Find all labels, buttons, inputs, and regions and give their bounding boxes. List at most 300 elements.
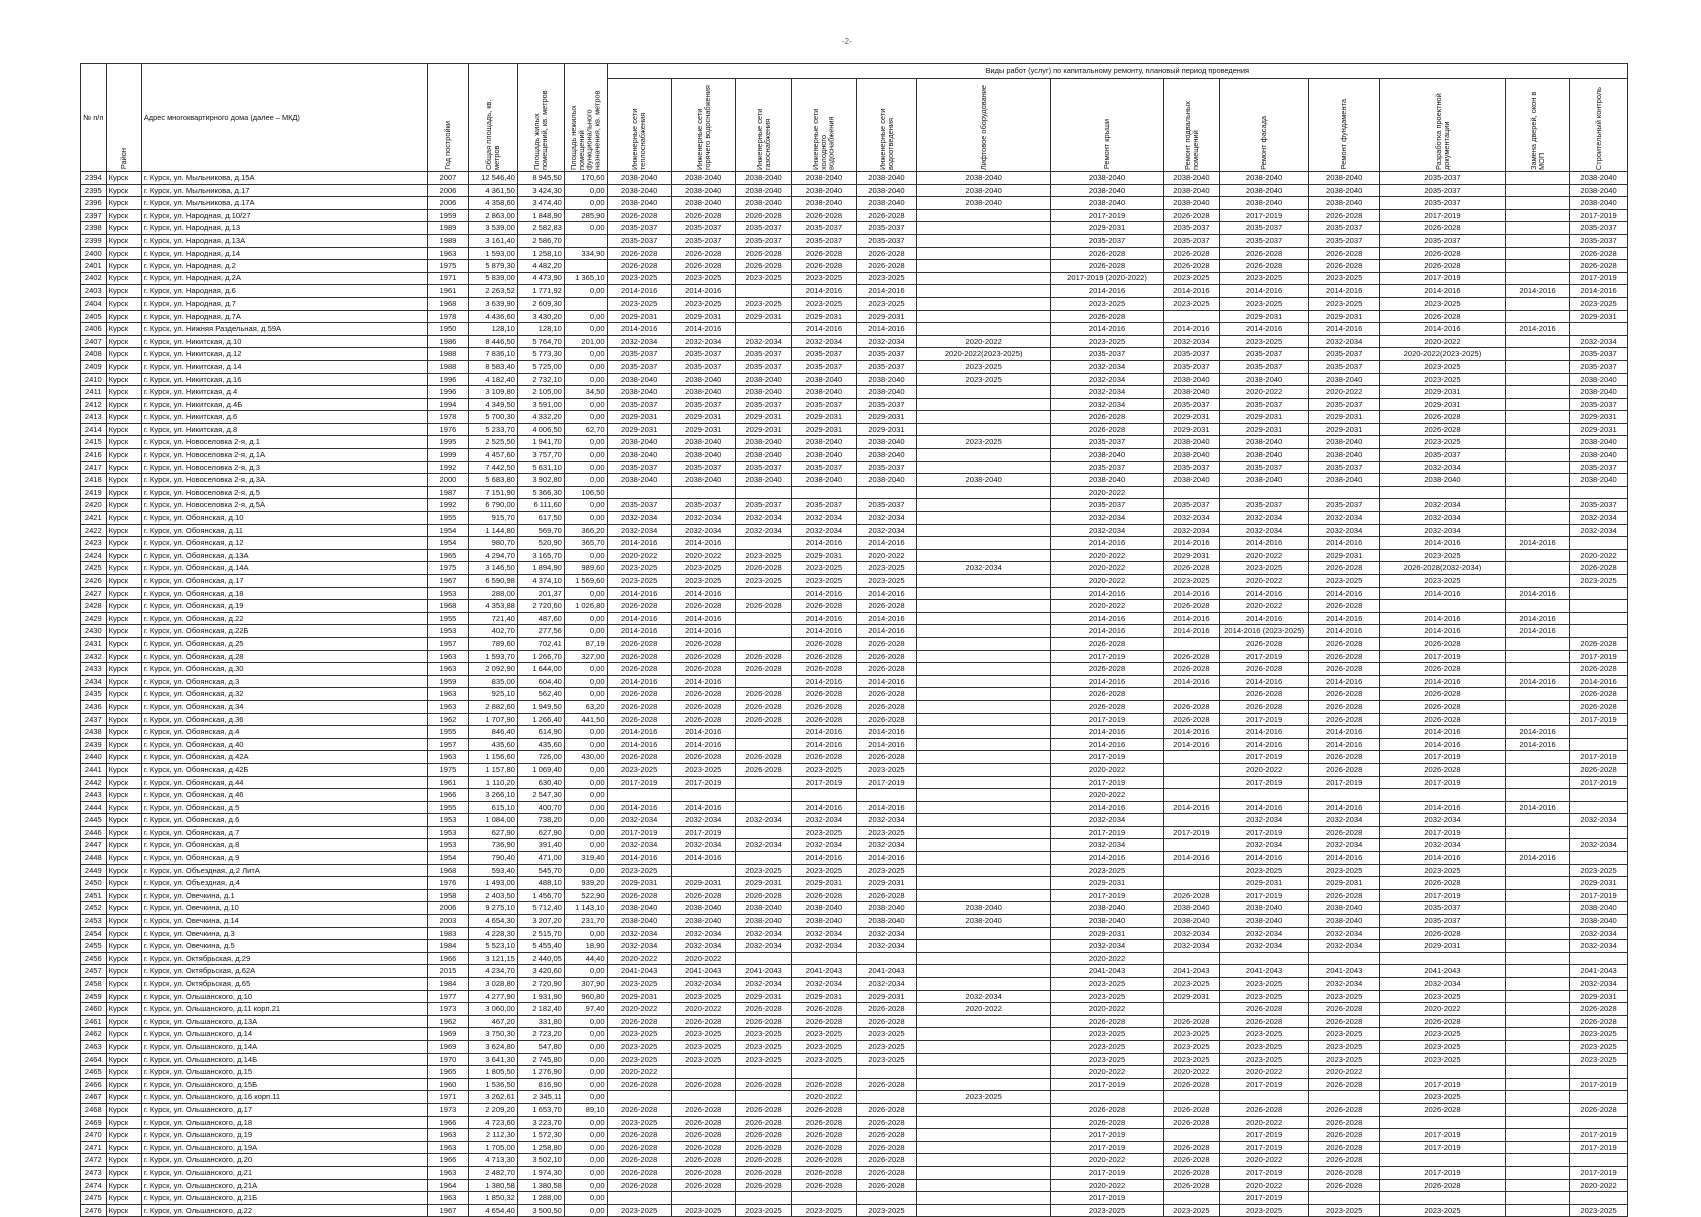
- heat-network-cell: 2017-2019: [607, 776, 671, 789]
- hot-water-network-cell: 2029-2031: [671, 877, 735, 890]
- doors-windows-cell: [1506, 423, 1570, 436]
- cold-water-network-cell: 2026-2028: [792, 1103, 856, 1116]
- nonliving-area-cell: 0,00: [564, 625, 607, 638]
- hot-water-network-cell: 2014-2016: [671, 285, 735, 298]
- doors-windows-cell: [1506, 965, 1570, 978]
- facade-repair-cell: 2023-2025: [1219, 335, 1309, 348]
- gas-network-cell: 2026-2028: [735, 650, 792, 663]
- gas-network-cell: 2038-2040: [735, 915, 792, 928]
- design-docs-cell: 2035-2037: [1379, 449, 1505, 462]
- cold-water-network-cell: 2023-2025: [792, 1204, 856, 1217]
- living-area-cell: 3 502,10: [517, 1154, 564, 1167]
- elevator-cell: [917, 927, 1051, 940]
- doors-windows-cell: [1506, 889, 1570, 902]
- row-number-cell: 2395: [81, 184, 107, 197]
- district-cell: Курск: [106, 738, 141, 751]
- living-area-cell: 1 258,10: [517, 247, 564, 260]
- year-built-cell: 1976: [428, 423, 469, 436]
- basement-repair-cell: 2014-2016: [1164, 852, 1220, 865]
- facade-repair-cell: 2038-2040: [1219, 902, 1309, 915]
- address-cell: г. Курск, ул. Обоянская, д.46: [141, 789, 427, 802]
- sewer-network-cell: 2023-2025: [856, 1053, 917, 1066]
- facade-repair-cell: 2038-2040: [1219, 449, 1309, 462]
- total-area-cell: 3 266,10: [468, 789, 517, 802]
- foundation-repair-cell: 2026-2028: [1309, 562, 1380, 575]
- facade-repair-cell: 2038-2040: [1219, 373, 1309, 386]
- sewer-network-cell: 2032-2034: [856, 978, 917, 991]
- row-number-cell: 2416: [81, 449, 107, 462]
- total-area-cell: 8 583,40: [468, 360, 517, 373]
- hot-water-network-cell: 2020-2022: [671, 549, 735, 562]
- cold-water-network-cell: 2032-2034: [792, 927, 856, 940]
- gas-network-cell: 2032-2034: [735, 839, 792, 852]
- foundation-repair-cell: 2038-2040: [1309, 197, 1380, 210]
- sewer-network-cell: 2026-2028: [856, 1141, 917, 1154]
- design-docs-cell: 2026-2028: [1379, 877, 1505, 890]
- gas-network-cell: 2026-2028: [735, 663, 792, 676]
- district-cell: Курск: [106, 1053, 141, 1066]
- facade-repair-cell: 2023-2025: [1219, 272, 1309, 285]
- facade-repair-cell: [1219, 952, 1309, 965]
- design-docs-cell: 2023-2025: [1379, 1091, 1505, 1104]
- table-row: [81, 952, 1628, 965]
- hot-water-network-cell: 2014-2016: [671, 738, 735, 751]
- foundation-repair-cell: 2023-2025: [1309, 864, 1380, 877]
- heat-network-cell: 2014-2016: [607, 323, 671, 336]
- year-built-cell: 1994: [428, 398, 469, 411]
- living-area-cell: 1 276,90: [517, 1066, 564, 1079]
- address-cell: г. Курск, ул. Ольшанского, д.19А: [141, 1141, 427, 1154]
- basement-repair-cell: 2026-2028: [1164, 700, 1220, 713]
- living-area-cell: 277,56: [517, 625, 564, 638]
- cold-water-network-cell: 2032-2034: [792, 335, 856, 348]
- table-row: [81, 864, 1628, 877]
- sewer-network-cell: 2014-2016: [856, 612, 917, 625]
- table-row: [81, 826, 1628, 839]
- facade-repair-cell: 2014-2016 (2023-2025): [1219, 625, 1309, 638]
- year-built-cell: 1996: [428, 373, 469, 386]
- year-built-cell: 1962: [428, 1015, 469, 1028]
- table-row: [81, 763, 1628, 776]
- heat-network-cell: 2038-2040: [607, 436, 671, 449]
- gas-network-cell: 2032-2034: [735, 524, 792, 537]
- sewer-network-cell: 2026-2028: [856, 650, 917, 663]
- doors-windows-cell: [1506, 713, 1570, 726]
- living-area-cell: 1 380,58: [517, 1179, 564, 1192]
- total-area-cell: 7 442,50: [468, 461, 517, 474]
- address-cell: г. Курск, ул. Овечкина, д.3: [141, 927, 427, 940]
- district-cell: Курск: [106, 260, 141, 273]
- design-docs-cell: 2017-2019: [1379, 1166, 1505, 1179]
- table-row: [81, 360, 1628, 373]
- doors-windows-cell: [1506, 272, 1570, 285]
- address-cell: г. Курск, ул. Мыльникова, д.17А: [141, 197, 427, 210]
- roof-repair-cell: 2023-2025: [1050, 1053, 1163, 1066]
- gas-network-cell: 2029-2031: [735, 310, 792, 323]
- gas-network-cell: 2026-2028: [735, 260, 792, 273]
- total-area-cell: 1 705,00: [468, 1141, 517, 1154]
- year-built-cell: 1963: [428, 1129, 469, 1142]
- year-built-cell: 1965: [428, 549, 469, 562]
- total-area-cell: 4 353,88: [468, 600, 517, 613]
- hot-water-network-cell: 2032-2034: [671, 940, 735, 953]
- construction-control-cell: 2041-2043: [1570, 965, 1628, 978]
- design-docs-cell: 2026-2028: [1379, 1179, 1505, 1192]
- row-number-cell: 2403: [81, 285, 107, 298]
- doors-windows-cell: [1506, 877, 1570, 890]
- basement-repair-cell: [1164, 1192, 1220, 1205]
- col-foundation-header: Ремонт фундамента: [1309, 79, 1380, 172]
- row-number-cell: 2462: [81, 1028, 107, 1041]
- gas-network-cell: 2023-2025: [735, 297, 792, 310]
- basement-repair-cell: 2026-2028: [1164, 209, 1220, 222]
- construction-control-cell: 2029-2031: [1570, 411, 1628, 424]
- row-number-cell: 2405: [81, 310, 107, 323]
- facade-repair-cell: 2023-2025: [1219, 1053, 1309, 1066]
- gas-network-cell: 2035-2037: [735, 360, 792, 373]
- elevator-cell: [917, 297, 1051, 310]
- table-row: [81, 499, 1628, 512]
- row-number-cell: 2451: [81, 889, 107, 902]
- design-docs-cell: 2029-2031: [1379, 940, 1505, 953]
- cold-water-network-cell: 2023-2025: [792, 826, 856, 839]
- foundation-repair-cell: 2014-2016: [1309, 587, 1380, 600]
- nonliving-area-cell: 989,60: [564, 562, 607, 575]
- total-area-cell: 2 882,60: [468, 700, 517, 713]
- construction-control-cell: [1570, 852, 1628, 865]
- living-area-cell: 3 430,20: [517, 310, 564, 323]
- hot-water-network-cell: 2038-2040: [671, 184, 735, 197]
- construction-control-cell: 2026-2028: [1570, 688, 1628, 701]
- basement-repair-cell: 2038-2040: [1164, 373, 1220, 386]
- district-cell: Курск: [106, 1179, 141, 1192]
- address-cell: г. Курск, ул. Обоянская, д.11: [141, 524, 427, 537]
- total-area-cell: 4 457,60: [468, 449, 517, 462]
- construction-control-cell: 2035-2037: [1570, 360, 1628, 373]
- row-number-cell: 2460: [81, 1003, 107, 1016]
- doors-windows-cell: 2014-2016: [1506, 726, 1570, 739]
- row-number-cell: 2471: [81, 1141, 107, 1154]
- table-row: [81, 184, 1628, 197]
- sewer-network-cell: 2029-2031: [856, 411, 917, 424]
- district-cell: Курск: [106, 197, 141, 210]
- row-number-cell: 2442: [81, 776, 107, 789]
- heat-network-cell: 2026-2028: [607, 1179, 671, 1192]
- total-area-cell: 593,40: [468, 864, 517, 877]
- address-cell: г. Курск, ул. Ольшанского, д.14Б: [141, 1053, 427, 1066]
- table-row: [81, 297, 1628, 310]
- roof-repair-cell: 2017-2019: [1050, 1129, 1163, 1142]
- design-docs-cell: 2026-2028: [1379, 688, 1505, 701]
- foundation-repair-cell: 2023-2025: [1309, 1204, 1380, 1217]
- facade-repair-cell: 2014-2016: [1219, 285, 1309, 298]
- hot-water-network-cell: 2026-2028: [671, 650, 735, 663]
- roof-repair-cell: 2017-2019: [1050, 1141, 1163, 1154]
- row-number-cell: 2428: [81, 600, 107, 613]
- basement-repair-cell: 2026-2028: [1164, 713, 1220, 726]
- heat-network-cell: 2026-2028: [607, 713, 671, 726]
- sewer-network-cell: 2026-2028: [856, 247, 917, 260]
- hot-water-network-cell: 2014-2016: [671, 726, 735, 739]
- elevator-cell: [917, 1166, 1051, 1179]
- nonliving-area-cell: 0,00: [564, 1053, 607, 1066]
- basement-repair-cell: 2035-2037: [1164, 360, 1220, 373]
- roof-repair-cell: 2020-2022: [1050, 763, 1163, 776]
- total-area-cell: 8 446,50: [468, 335, 517, 348]
- roof-repair-cell: 2020-2022: [1050, 1154, 1163, 1167]
- sewer-network-cell: 2026-2028: [856, 663, 917, 676]
- year-built-cell: 1961: [428, 285, 469, 298]
- foundation-repair-cell: 2026-2028: [1309, 260, 1380, 273]
- living-area-cell: 1 266,70: [517, 650, 564, 663]
- year-built-cell: 1958: [428, 889, 469, 902]
- doors-windows-cell: [1506, 524, 1570, 537]
- basement-repair-cell: 2038-2040: [1164, 449, 1220, 462]
- cold-water-network-cell: [792, 486, 856, 499]
- heat-network-cell: 2026-2028: [607, 889, 671, 902]
- gas-network-cell: [735, 637, 792, 650]
- year-built-cell: 1971: [428, 272, 469, 285]
- heat-network-cell: 2026-2028: [607, 209, 671, 222]
- doors-windows-cell: 2014-2016: [1506, 625, 1570, 638]
- year-built-cell: 2006: [428, 197, 469, 210]
- heat-network-cell: 2032-2034: [607, 927, 671, 940]
- facade-repair-cell: 2035-2037: [1219, 360, 1309, 373]
- heat-network-cell: 2038-2040: [607, 902, 671, 915]
- heat-network-cell: 2026-2028: [607, 247, 671, 260]
- gas-network-cell: 2026-2028: [735, 1116, 792, 1129]
- hot-water-network-cell: 2023-2025: [671, 1053, 735, 1066]
- year-built-cell: 1975: [428, 260, 469, 273]
- row-number-cell: 2441: [81, 763, 107, 776]
- gas-network-cell: 2023-2025: [735, 1040, 792, 1053]
- sewer-network-cell: 2032-2034: [856, 839, 917, 852]
- heat-network-cell: 2026-2028: [607, 1129, 671, 1142]
- foundation-repair-cell: 2026-2028: [1309, 751, 1380, 764]
- foundation-repair-cell: 2035-2037: [1309, 222, 1380, 235]
- doors-windows-cell: [1506, 373, 1570, 386]
- table-row: [81, 373, 1628, 386]
- living-area-cell: 630,40: [517, 776, 564, 789]
- elevator-cell: [917, 285, 1051, 298]
- district-cell: Курск: [106, 222, 141, 235]
- design-docs-cell: [1379, 952, 1505, 965]
- heat-network-cell: 2026-2028: [607, 751, 671, 764]
- hot-water-network-cell: [671, 486, 735, 499]
- facade-repair-cell: 2023-2025: [1219, 864, 1309, 877]
- heat-network-cell: 2014-2016: [607, 285, 671, 298]
- year-built-cell: 1966: [428, 789, 469, 802]
- table-row: [81, 915, 1628, 928]
- basement-repair-cell: 2029-2031: [1164, 990, 1220, 1003]
- district-cell: Курск: [106, 461, 141, 474]
- doors-windows-cell: [1506, 1091, 1570, 1104]
- row-number-cell: 2400: [81, 247, 107, 260]
- total-area-cell: 4 228,30: [468, 927, 517, 940]
- row-number-cell: 2396: [81, 197, 107, 210]
- heat-network-cell: [607, 486, 671, 499]
- gas-network-cell: [735, 852, 792, 865]
- doors-windows-cell: [1506, 411, 1570, 424]
- doors-windows-cell: [1506, 486, 1570, 499]
- construction-control-cell: 2026-2028: [1570, 663, 1628, 676]
- heat-network-cell: 2014-2016: [607, 738, 671, 751]
- living-area-cell: 400,70: [517, 801, 564, 814]
- total-area-cell: 5 700,30: [468, 411, 517, 424]
- cold-water-network-cell: 2020-2022: [792, 1091, 856, 1104]
- nonliving-area-cell: 0,00: [564, 549, 607, 562]
- facade-repair-cell: 2038-2040: [1219, 474, 1309, 487]
- table-row: [81, 1028, 1628, 1041]
- living-area-cell: 3 474,40: [517, 197, 564, 210]
- district-cell: Курск: [106, 965, 141, 978]
- district-cell: Курск: [106, 184, 141, 197]
- basement-repair-cell: 2026-2028: [1164, 247, 1220, 260]
- cold-water-network-cell: 2023-2025: [792, 297, 856, 310]
- row-number-cell: 2443: [81, 789, 107, 802]
- district-cell: Курск: [106, 1040, 141, 1053]
- nonliving-area-cell: 106,50: [564, 486, 607, 499]
- address-cell: г. Курск, ул. Обоянская, д.22: [141, 612, 427, 625]
- total-area-cell: 467,20: [468, 1015, 517, 1028]
- year-built-cell: 1960: [428, 1078, 469, 1091]
- facade-repair-cell: 2020-2022: [1219, 1154, 1309, 1167]
- gas-network-cell: [735, 587, 792, 600]
- year-built-cell: 1963: [428, 247, 469, 260]
- elevator-cell: [917, 449, 1051, 462]
- construction-control-cell: [1570, 1116, 1628, 1129]
- total-area-cell: 835,00: [468, 675, 517, 688]
- sewer-network-cell: 2032-2034: [856, 814, 917, 827]
- hot-water-network-cell: 2023-2025: [671, 1040, 735, 1053]
- design-docs-cell: 2023-2025: [1379, 864, 1505, 877]
- living-area-cell: 569,70: [517, 524, 564, 537]
- design-docs-cell: 2032-2034: [1379, 512, 1505, 525]
- elevator-cell: 2038-2040: [917, 902, 1051, 915]
- doors-windows-cell: 2014-2016: [1506, 612, 1570, 625]
- total-area-cell: 2 403,50: [468, 889, 517, 902]
- roof-repair-cell: 2020-2022: [1050, 1003, 1163, 1016]
- row-number-cell: 2434: [81, 675, 107, 688]
- construction-control-cell: 2023-2025: [1570, 297, 1628, 310]
- nonliving-area-cell: 0,00: [564, 801, 607, 814]
- gas-network-cell: 2038-2040: [735, 436, 792, 449]
- hot-water-network-cell: 2026-2028: [671, 663, 735, 676]
- gas-network-cell: 2038-2040: [735, 172, 792, 185]
- total-area-cell: 1 084,00: [468, 814, 517, 827]
- elevator-cell: [917, 852, 1051, 865]
- facade-repair-cell: 2017-2019: [1219, 776, 1309, 789]
- table-row: [81, 1141, 1628, 1154]
- facade-repair-cell: 2026-2028: [1219, 260, 1309, 273]
- facade-repair-cell: [1219, 1091, 1309, 1104]
- nonliving-area-cell: 522,90: [564, 889, 607, 902]
- row-number-cell: 2404: [81, 297, 107, 310]
- heat-network-cell: 2038-2040: [607, 172, 671, 185]
- table-row: [81, 726, 1628, 739]
- elevator-cell: [917, 272, 1051, 285]
- address-cell: г. Курск, ул. Ольшанского, д.16 корп.11: [141, 1091, 427, 1104]
- foundation-repair-cell: 2038-2040: [1309, 902, 1380, 915]
- gas-network-cell: 2023-2025: [735, 1028, 792, 1041]
- table-row: [81, 474, 1628, 487]
- foundation-repair-cell: 2014-2016: [1309, 612, 1380, 625]
- gas-network-cell: 2038-2040: [735, 197, 792, 210]
- cold-water-network-cell: 2026-2028: [792, 663, 856, 676]
- address-cell: г. Курск, ул. Овечкина, д.5: [141, 940, 427, 953]
- heat-network-cell: 2014-2016: [607, 612, 671, 625]
- table-row: [81, 197, 1628, 210]
- sewer-network-cell: 2038-2040: [856, 902, 917, 915]
- cold-water-network-cell: 2026-2028: [792, 751, 856, 764]
- living-area-cell: 471,00: [517, 852, 564, 865]
- elevator-cell: 2023-2025: [917, 360, 1051, 373]
- living-area-cell: 1 931,90: [517, 990, 564, 1003]
- facade-repair-cell: 2035-2037: [1219, 398, 1309, 411]
- row-number-cell: 2438: [81, 726, 107, 739]
- district-cell: Курск: [106, 386, 141, 399]
- elevator-cell: [917, 952, 1051, 965]
- design-docs-cell: 2023-2025: [1379, 1028, 1505, 1041]
- foundation-repair-cell: 2026-2028: [1309, 650, 1380, 663]
- address-cell: г. Курск, ул. Обоянская, д.8: [141, 839, 427, 852]
- total-area-cell: 3 060,00: [468, 1003, 517, 1016]
- district-cell: Курск: [106, 499, 141, 512]
- address-cell: г. Курск, ул. Никитская, д.4Б: [141, 398, 427, 411]
- nonliving-area-cell: 0,00: [564, 675, 607, 688]
- cold-water-network-cell: 2023-2025: [792, 864, 856, 877]
- district-cell: Курск: [106, 801, 141, 814]
- heat-network-cell: [607, 1091, 671, 1104]
- heat-network-cell: 2023-2025: [607, 1040, 671, 1053]
- roof-repair-cell: 2017-2019: [1050, 713, 1163, 726]
- facade-repair-cell: 2023-2025: [1219, 1028, 1309, 1041]
- design-docs-cell: 2026-2028: [1379, 927, 1505, 940]
- row-number-cell: 2413: [81, 411, 107, 424]
- cold-water-network-cell: 2026-2028: [792, 1166, 856, 1179]
- doors-windows-cell: [1506, 1066, 1570, 1079]
- table-row: [81, 612, 1628, 625]
- cold-water-network-cell: 2029-2031: [792, 549, 856, 562]
- nonliving-area-cell: 170,60: [564, 172, 607, 185]
- address-cell: г. Курск, ул. Ольшанского, д.18: [141, 1116, 427, 1129]
- address-cell: г. Курск, ул. Новоселовка 2-я, д.3А: [141, 474, 427, 487]
- facade-repair-cell: 2017-2019: [1219, 1166, 1309, 1179]
- living-area-cell: 3 207,20: [517, 915, 564, 928]
- basement-repair-cell: 2023-2025: [1164, 297, 1220, 310]
- table-row: [81, 1091, 1628, 1104]
- construction-control-cell: 2032-2034: [1570, 524, 1628, 537]
- heat-network-cell: 2023-2025: [607, 864, 671, 877]
- total-area-cell: 789,60: [468, 637, 517, 650]
- table-row: [81, 637, 1628, 650]
- cold-water-network-cell: 2023-2025: [792, 763, 856, 776]
- table-row: [81, 965, 1628, 978]
- elevator-cell: [917, 1141, 1051, 1154]
- elevator-cell: [917, 826, 1051, 839]
- district-cell: Курск: [106, 826, 141, 839]
- total-area-cell: 627,90: [468, 826, 517, 839]
- total-area-cell: 3 109,80: [468, 386, 517, 399]
- living-area-cell: 5 455,40: [517, 940, 564, 953]
- facade-repair-cell: 2035-2037: [1219, 348, 1309, 361]
- gas-network-cell: 2035-2037: [735, 222, 792, 235]
- cold-water-network-cell: 2014-2016: [792, 852, 856, 865]
- total-area-cell: 2 092,90: [468, 663, 517, 676]
- facade-repair-cell: 2032-2034: [1219, 839, 1309, 852]
- roof-repair-cell: 2029-2031: [1050, 222, 1163, 235]
- hot-water-network-cell: 2035-2037: [671, 234, 735, 247]
